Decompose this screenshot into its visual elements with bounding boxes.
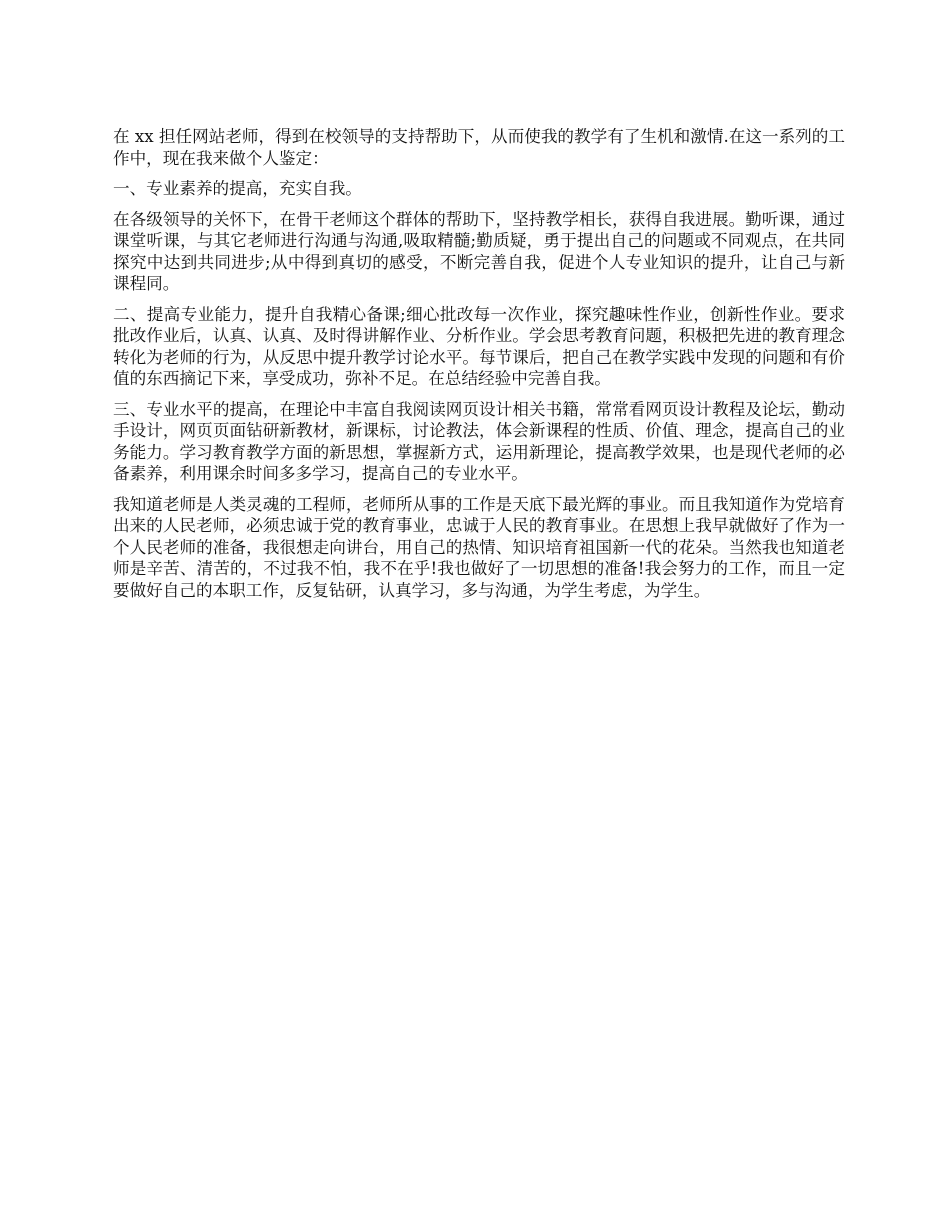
document-body (113, 126, 845, 610)
closing-paragraph: 我知道老师是人类灵魂的工程师，老师所从事的工作是天底下最光辉的事业。而且我知道作为党培育出来的人民老师，必须忠诚于党的教育事业，忠诚于人民的教育事业。在思想上我早就做好了作为一个人民老师的准备，我很想走向讲台，用自己的热情、知识培育祖国新一代的花朵。当然我也知道老师是辛苦、清苦的，不过我不怕，我不在乎!我也做好了一切思想的准备!我会努力的工作，而且一定要做好自己的本职工作，反复钻研，认真学习，多与沟通，为学生考虑，为学生。 (113, 494, 845, 600)
section-heading-1: 一、专业素养的提高，充实自我。 (113, 179, 362, 198)
section-paragraph-2: 二、提高专业能力，提升自我精心备课;细心批改每一次作业，探究趣味性作业，创新性作业。要求批改作业后，认真、认真、及时得讲解作业、分析作业。学会思考教育问题，积极把先进的教育理念转化为老师的行为，从反思中提升教学讨论水平。每节课后，把自己在教学实践中发现的问题和有价值的东西摘记下来，享受成功，弥补不足。在总结经验中完善自我。 (113, 304, 845, 388)
section-paragraph-1: 在各级领导的关怀下，在骨干老师这个群体的帮助下，坚持教学相长，获得自我进展。勤听课，通过课堂听课，与其它老师进行沟通与沟通,吸取精髓;勤质疑，勇于提出自己的问题或不同观点，在共同探究中达到共同进步;从中得到真切的感受，不断完善自我，促进个人专业知识的提升，让自己与新课程同。 (113, 209, 845, 293)
intro-paragraph: 在 xx 担任网站老师，得到在校领导的支持帮助下，从而使我的教学有了生机和激情.在这一系列的工作中，现在我来做个人鉴定： (113, 127, 845, 168)
section-paragraph-3: 三、专业水平的提高，在理论中丰富自我阅读网页设计相关书籍，常常看网页设计教程及论坛，勤动手设计，网页页面钻研新教材，新课标，讨论教法，体会新课程的性质、价值、理念，提高自己的业务能力。学习教育教学方面的新思想，掌握新方式，运用新理论，提高教学效果，也是现代老师的必备素养，利用课余时间多多学习，提高自己的专业水平。 (113, 399, 845, 483)
